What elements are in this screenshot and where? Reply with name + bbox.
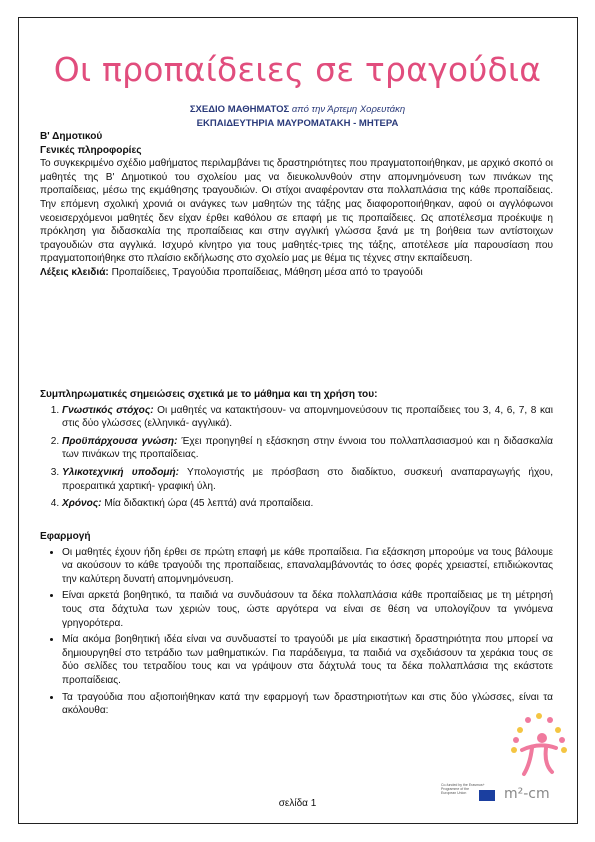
requirement-text: Μία διδακτική ώρα (45 λεπτά) ανά προπαίδεια.	[104, 498, 314, 510]
requirement-text: Υπολογιστής με πρόσβαση στο διαδίκτυο, συσκευή αναπαραγωγής ήχου, προεραιτικά χαρτική- γραφική ύλη.	[62, 466, 553, 492]
eu-cofunding-text: Co-funded by the Erasmus+ Programme of the European Union	[441, 783, 485, 795]
requirement-label: Χρόνος:	[62, 498, 102, 510]
application-item: • Είναι αρκετά βοηθητικό, τα παιδιά να συνδυάσουν τα δέκα πολλαπλάσια κάθε προπαίδειας με τη μέτρησή τους στα δάχτυλα των χεριών τους, ώστε αργότερα να είναι σε θέση να υπολογίζουν τα γινόμενα γρηγορότερα.	[62, 589, 553, 630]
notes-heading: Συμπληρωματικές σημειώσεις σχετικά με το μάθημα και τη χρήση του:	[40, 389, 378, 400]
grade-heading: Β' Δημοτικού	[40, 131, 103, 142]
brand-logo: m²-cm	[504, 786, 550, 802]
keywords-label: Λέξεις κλειδιά:	[40, 266, 109, 278]
requirement-item	[62, 466, 553, 493]
keywords-text: Προπαίδειες, Τραγούδια προπαίδειας, Μάθηση μέσα από το τραγούδι	[111, 266, 423, 278]
requirement-item	[62, 497, 553, 511]
requirement-item	[62, 404, 553, 431]
requirements-list	[40, 404, 553, 511]
section-general	[40, 130, 553, 280]
requirement-item	[62, 435, 553, 462]
plan-author: από την Άρτεμη Χορευτάκη	[291, 104, 406, 115]
requirement-label: Υλικοτεχνική υποδομή:	[62, 466, 179, 478]
application-heading: Εφαρμογή	[40, 531, 91, 542]
section-application	[40, 530, 553, 721]
page-title: Οι προπαίδειες σε τραγούδια	[53, 50, 542, 89]
application-item: • Οι μαθητές έχουν ήδη έρθει σε πρώτη επαφή με κάθε προπαίδεια. Για εξάσκηση μπορούμε να τους βάλουμε να ακούσουν το κάθε τραγούδι της προπαίδειας, επαναλαμβάνοντάς το όσες φορές χρειαστεί, επιδιώκοντας την καλύτερη δυνατή απομνημόνευση.	[62, 546, 553, 587]
application-item: • Τα τραγούδια που αξιοποιήθηκαν κατά την εφαρμογή των δραστηριοτήτων και στις δύο γλώσσες, είναι τα ακόλουθα:	[62, 691, 553, 718]
general-heading: Γενικές πληροφορίες	[40, 144, 142, 156]
plan-prefix: ΣΧΕΔΙΟ ΜΑΘΗΜΑΤΟΣ	[189, 104, 290, 115]
section-notes	[40, 388, 553, 515]
application-list	[40, 546, 553, 718]
page-number: σελίδα 1	[278, 798, 317, 809]
plan-author-line	[0, 104, 595, 115]
requirement-label: Προϋπάρχουσα γνώση:	[62, 435, 178, 447]
requirement-label: Γνωστικός στόχος:	[62, 404, 154, 416]
teacher-line: ΕΚΠΑΙΔΕΥΤΗΡΙΑ ΜΑΥΡΟΜΑΤΑΚΗ - ΜΗΤΕΡΑ	[196, 118, 399, 129]
keywords-line	[40, 266, 553, 280]
pi-logo-icon	[508, 708, 570, 788]
requirement-text: Οι μαθητές να κατακτήσουν- να απομνημονεύσουν τις προπαίδειες του 3, 4, 6, 7, 8 και στις δύο γλώσσες (ελληνικά- αγγλικά).	[62, 404, 553, 430]
application-item: • Μία ακόμα βοηθητική ιδέα είναι να συνδυαστεί το τραγούδι με μία εικαστική δραστηριότητα που μπορεί να δημιουργηθεί στο τετράδιο των μαθηματικών. Για παράδειγμα, τα παιδιά να σχεδιάσουν τα χεράκια τους σε δύο σελίδες του τετραδίου τους και να γράψουν στα δάχτυλά τους τα δέκα πολλαπλάσια της εκάστοτε προπαίδειας.	[62, 633, 553, 687]
requirement-text: Έχει προηγηθεί η εξάσκηση στην έννοια του πολλαπλασιασμού και η διδασκαλία των πινάκων της προπαίδειας.	[62, 435, 553, 461]
general-paragraph: Το συγκεκριμένο σχέδιο μαθήματος περιλαμβάνει τις δραστηριότητες που πραγματοποιήθηκαν, με αρχικό σκοπό οι μαθητές της Β' Δημοτικού του σχολείου μας να διευκολυνθούν στην απομνημόνευση των πινάκων της προπαίδειας, μέσω της εκμάθησης τραγουδιών. Οι στίχοι αναφέρονταν στα πολλαπλάσια της κάθε προπαίδειας. Την επόμενη σχολική χρονιά οι ανάγκες των μαθητών της τάξης μας διαφοροποιήθηκαν, αφού οι αγγλόφωνοι νεοεισερχόμενοι μαθητές δεν είχαν έρθει καθόλου σε επαφή με τις προπαίδειες. Ως αποτέλεσμα προέκυψε η πρόκληση για διδασκαλία της προπαίδειας και στην αγγλική γλώσσα ξανά με τη βοήθεια των αντίστοιχων τραγουδιών στα αγγλικά. Ισχυρό κίνητρο για τους μαθητές-τριες της τάξης, αποτέλεσε μία παρουσίαση που πραγματοποιήθηκε στο πλαίσιο εκδήλωσης στο σχολείο μας με θέμα τις τέχνες στην εκπαίδευση.	[40, 158, 553, 265]
